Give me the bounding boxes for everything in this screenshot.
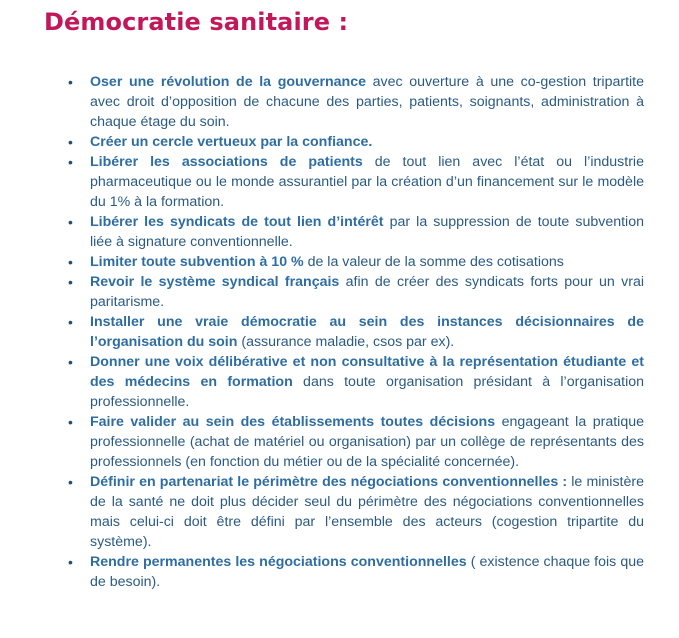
list-item (68, 252, 644, 272)
item-text: le ministère de la santé ne doit plus décider seul du périmètre des négociations conventionnelles mais celui-ci doit être défini par l’ensemble des acteurs (cogestion tripartite du système). (90, 474, 644, 550)
list-item (68, 132, 644, 152)
list-item (68, 412, 644, 472)
list-item (68, 72, 644, 132)
item-text: par la suppression de toute subvention liée à signature conventionnelle. (90, 214, 644, 250)
item-text: de tout lien avec l’état ou l’industrie pharmaceutique ou le monde assurantiel par la création d’un financement sur le modèle du 1% à la formation. (90, 154, 644, 210)
list-item (68, 272, 644, 312)
bullet-icon: • (68, 254, 73, 270)
bullet-icon: • (68, 554, 73, 570)
bullet-list (68, 72, 645, 592)
list-item (68, 152, 644, 212)
bullet-icon: • (68, 214, 73, 230)
item-bold-text: Installer une vraie démocratie au sein des instances décisionnaires de l’organisation du soin (90, 314, 644, 350)
bullet-icon: • (68, 474, 73, 490)
bullet-icon: • (68, 354, 73, 370)
item-bold-text: Libérer les syndicats de tout lien d’intérêt (90, 214, 384, 230)
item-text: (assurance maladie, csos par ex). (237, 334, 455, 350)
item-bold-text: Rendre permanentes les négociations conventionnelles (90, 554, 467, 570)
item-text: engageant la pratique professionnelle (achat de matériel ou organisation) par un collège de représentants des professionnels (en fonction du métier ou de la spécialité concernée). (90, 414, 644, 470)
item-bold-text: Oser une révolution de la gouvernance (90, 74, 367, 90)
item-bold-text: Faire valider au sein des établissements toutes décisions (90, 414, 496, 430)
item-text: ( existence chaque fois que de besoin). (90, 554, 644, 590)
bullet-icon: • (68, 134, 73, 150)
bullet-icon: • (68, 414, 73, 430)
item-bold-text: Limiter toute subvention à 10 % (90, 254, 304, 270)
list-item (68, 352, 645, 412)
list-item (68, 312, 644, 352)
item-bold-text: Définir en partenariat le périmètre des négociations conventionnelles : (90, 474, 568, 490)
page-title: Démocratie sanitaire : (44, 8, 349, 36)
bullet-icon: • (68, 154, 73, 170)
item-text: dans toute organisation présidant à l’organisation professionnelle. (90, 374, 645, 410)
item-bold-text: Revoir le système syndical français (90, 274, 340, 290)
item-text: avec ouverture à une co-gestion tripartite avec droit d’opposition de chacune des parties, patients, soignants, administration à chaque étage du soin. (90, 74, 644, 130)
list-item (68, 552, 644, 592)
item-bold-text: Donner une voix délibérative et non consultative à la représentation étudiante et des médecins en formation (90, 354, 644, 390)
item-text: afin de créer des syndicats forts pour un vrai paritarisme. (90, 274, 644, 310)
list-item (68, 212, 644, 252)
bullet-icon: • (68, 274, 73, 290)
bullet-icon: • (68, 74, 73, 90)
item-bold-text: Libérer les associations de patients (90, 154, 363, 170)
item-bold-text: Créer un cercle vertueux par la confiance. (90, 134, 373, 150)
item-text: de la valeur de la somme des cotisations (303, 254, 564, 270)
bullet-icon: • (68, 314, 73, 330)
list-item (68, 472, 644, 552)
